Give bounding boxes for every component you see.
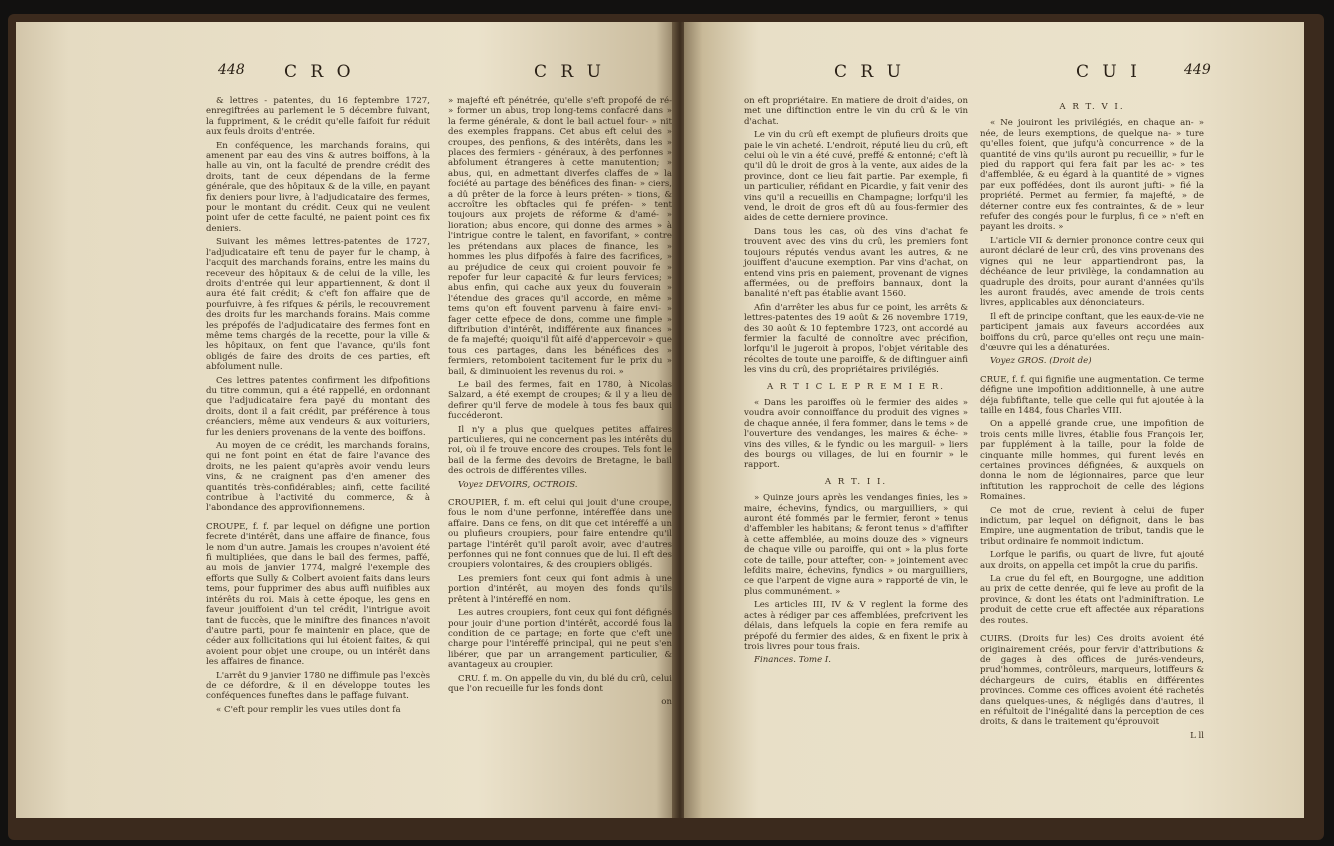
paragraph: L'arrêt du 9 janvier 1780 ne diffimule pas l'excès de ce défordre, & il en développe toutes les conféquences funeftes dans le paffage fuivant. [206, 670, 430, 702]
article-text: » Quinze jours après les vendanges finies, les » maire, échevins, fyndics, ou marguilliers, » qui auront été fommés par le fermier, feront » tenus d'affembler les habitans; & feront tenus » d'affifter à cette affemblée, au moins douze des » vigneurs de chaque ville ou paroiffe, qui ont » la plus forte cote de taille, pour attefter, con- » jointement avec lefdits maire, échevins, fyndics » ou marguilliers, ce que l'arpent de vigne aura » rapporté de vin, le plus communément. » [744, 493, 968, 597]
paragraph: & lettres - patentes, du 16 feptembre 1727, enregiftrées au parlement le 5 décembre fuivant, la fuppriment, & le crédit qu'elle faifoit fur réduit aux feuls droits d'entrée. [206, 96, 430, 138]
entry-croupier: CROUPIER, f. m. eft celui qui jouit d'une croupe, fous le nom d'une perfonne, intéreffée dans une affaire. Dans ce fens, on dit que cet intéreffé a un ou plufieurs croupiers, pour faire entendre qu'il partage l'intérêt qu'il paroît avoir, avec d'autres perfonnes qui ne font connues que de lui. Il eft des croupiers volontaires, & des croupiers obligés. [448, 498, 672, 571]
entry-cuirs: CUIRS. (Droits fur les) Ces droits avoient été originairement créés, pour fervir d'attributions & de gages à des offices de jurés-vendeurs, prud'hommes, contrôleurs, marqueurs, lotiffeurs & déchargeurs de cuirs, établis en différentes provinces. Comme ces offices avoient été rachetés dans quelques-unes, & négligés dans d'autres, il en réfultoit de l'inégalité dans la perception de ces droits, & dans le traitement qu'éprouvoit [980, 634, 1204, 728]
paragraph: L'article VII & dernier prononce contre ceux qui auront déclaré de leur crû, des vins provenans des vignes qui ne leur appartiendront pas, la déchéance de leur privilège, la condamnation au quadruple des droits, pour aurant d'années qu'ils les auront fraudés, avec amende de trois cents livres, applicables aux dénonciateurs. [980, 235, 1204, 309]
paragraph: Dans tous les cas, où des vins d'achat fe trouvent avec des vins du crû, les premiers font toujours réputés vendus avant les autres, & ne jouiffent d'aucune exemption. Par vins d'achat, on entend vins pris en paiement, provenant de vignes affermées, ou de preffoirs bannaux, dont la banalité n'eft pas établie avant 1560. [744, 226, 968, 300]
right-running-head-2: C U I [1076, 62, 1141, 82]
paragraph: Les autres croupiers, font ceux qui font défignés pour jouir d'une portion d'intérêt, accordé fous la condition de ce partage; en forte que c'eft une charge pour l'intéreffé principal, qui ne peut s'en libérer, que par un arrangement particulier, & avantageux au croupier. [448, 608, 672, 671]
paragraph: Les articles III, IV & V reglent la forme des actes à rédiger par ces affemblées, prefcrivent les délais, dans lefquels la copie en fera remife au prépofé du fermier des aides, & en fixent le prix à trois livres pour tous frais. [744, 600, 968, 652]
quotation: » majefté eft pénétrée, qu'elle s'eft propofé de ré- » former un abus, trop long-tems confacré dans » la ferme générale, & dont le bail actuel four- » nit des exemples frappans. Cet abus eft celui des » croupes, des penfions, & des intérêts, dans les » places des fermiers - généraux, à des perfonnes » abfolument étrangeres à cette manutention; » abus, qui, en admettant diverfes claffes de » la fociété au partage des bénéfices des finan- » ciers, a dû prêter de la force à leurs préten- » tions, & accroître les obftacles qui fe préfen- » tent toujours aux projets de réforme & d'amé- » lioration; abus encore, qui donne des armes » à l'intrigue contre le talent, en favorifant, » contre les prétendans aux places de finance, les » hommes les plus difpofés à faire des facrifices, » au préjudice de ceux qui croient pouvoir fe » repofer fur leur capacité & fur leurs fervices; » abus enfin, qui cache aux yeux du fouverain » l'étendue des graces qu'il accorde, en même » tems qu'on eft fouvent parvenu à faire envi- » fager cette efpece de dons, comme une fimple » diftribution d'intérêt, indifférente aux finances » de fa majefté; quoiqu'il fût aifé d'appercevoir » que tous ces partages, dans les bénéfices des » fermiers, retomboient tacitement fur le prix du » bail, & diminuoient les revenus du roi. » [448, 96, 672, 377]
left-running-head-1: C R O [284, 62, 355, 82]
catchword: on [661, 697, 672, 708]
see-also: Voyez DEVOIRS, OCTROIS. [458, 479, 578, 490]
paragraph: on eft propriétaire. En matiere de droit d'aides, on met une diftinction entre le vin du crû & le vin d'achat. [744, 96, 968, 127]
paragraph: Le bail des fermes, fait en 1780, à Nicolas Salzard, a été exempt de croupes; & il y a lieu de defirer qu'il ferve de modele à tous fes baux qui fuccéderont. [448, 379, 672, 422]
footer-signature: Finances. Tome I. [754, 655, 832, 666]
right-page-number: 449 [1184, 62, 1211, 78]
left-column-2 [448, 96, 672, 711]
paragraph: Lorfque le parifis, ou quart de livre, fut ajouté aux droits, on appella cet impôt la crue du parifis. [980, 550, 1204, 571]
entry-cru: CRU. f. m. On appelle du vin, du blé du crû, celui que l'on recueille fur les fonds dont [448, 673, 672, 694]
signature-mark: L ll [1190, 730, 1204, 741]
paragraph: Afin d'arrêter les abus fur ce point, les arrêts & lettres-patentes des 19 août & 26 novembre 1719, des 30 août & 10 feptembre 1723, ont accordé au fermier la faculté de connoître avec précifion, lorfqu'il le jugeroit à propos, l'objet véritable des récoltes de toute une paroiffe, & de diftinguer ainfi les vins du crû, des propriétaires privilégiés. [744, 302, 968, 376]
left-page [16, 22, 676, 818]
paragraph: Au moyen de ce crédit, les marchands forains, qui ne font point en état de faire l'avance des droits, ne les paient qu'après avoir vendu leurs vins, & ne craignent pas d'en amener des quantités très-confidérables; ainfi, cette facilité contribue à l'activité du commerce, & à l'abondance des approvifionnemens. [206, 441, 430, 514]
paragraph: Ce mot de crue, revient à celui de fuper indictum, par lequel on défignoit, dans le bas Empire, une augmentation de tribut, tandis que le tribut ordinaire fe nommoit indictum. [980, 505, 1204, 547]
article-title: A R T I C L E P R E M I E R. [766, 381, 946, 392]
right-running-head-1: C R U [834, 62, 905, 82]
paragraph: Les premiers font ceux qui font admis à une portion d'intérêt, au moyen des fonds qu'ils prêtent à l'intéreffé en nom. [448, 573, 672, 605]
see-also: Voyez GROS. (Droit de) [990, 356, 1092, 367]
paragraph: Il eft de principe conftant, que les eaux-de-vie ne participent jamais aux faveurs accordées aux boiffons du crû, parce qu'elles ont reçu une main-d'œuvre qui les a dénaturées. [980, 311, 1204, 353]
paragraph: En conféquence, les marchands forains, qui amenent par eau des vins & autres boiffons, à la halle au vin, ont la faculté de prendre crédit des droits, tant de ceux dépendans de la ferme générale, que des hôpitaux & de la ville, en payant fix deniers pour livre, à l'adjudicataire des fermes, pour le montant du crédit. Ceux qui ne veulent point ufer de cette faculté, ne paient point ces fix deniers. [206, 140, 430, 234]
article-title: A R T. V I. [1059, 102, 1125, 112]
article-text: « Dans les paroiffes où le fermier des aides » voudra avoir connoiffance du produit des vignes » de chaque année, il fera fommer, dans le tems » de l'ouverture des vendanges, les maires & éche- » vins des villes, & le fyndic ou les marguil- » liers des bourgs ou villages, de lui en fournir » le rapport. [744, 397, 968, 471]
right-column-1 [744, 96, 968, 669]
left-running-head-2: C R U [534, 62, 605, 82]
entry-crue: CRUE, f. f. qui fignifie une augmentation. Ce terme défigne une impofition additionnelle, à une autre déja fubfiftante, telle que celle qui fut ajoutée à la taille en 1484, fous Charles VIII. [980, 374, 1204, 416]
article-title: A R T. I I. [824, 476, 888, 487]
paragraph: Le vin du crû eft exempt de plufieurs droits que paie le vin acheté. L'endroit, réputé lieu du crû, eft celui où le vin a été cuvé, preffé & entonné; c'eft là qu'il dû le droit de gros à la vente, aux aides de la province, dont ce lieu fait partie. Par exemple, fi un particulier, réfidant en Picardie, y fait venir des vins qu'il a recueillis en Champagne; lorfqu'il les vend, le droit de gros eft dû au fous-fermier des aides de cette derniere province. [744, 130, 968, 224]
right-page [684, 22, 1304, 818]
paragraph: Il n'y a plus que quelques petites affaires particulieres, qui ne concernent pas les intérêts du roi, où il fe trouve encore des croupes. Tels font le bail de la ferme des devoirs de Bretagne, le bail des octrois de différentes villes. [448, 424, 672, 477]
paragraph: Ces lettres patentes confirment les difpofitions du titre commun, qui a été rappellé, en ordonnant que l'adjudicataire fera payé du montant des droits, dont il a fait crédit, par préférence à tous créanciers, même aux vendeurs & aux voituriers, fur les deniers provenans de la vente des boiffons. [206, 375, 430, 438]
entry-croupe: CROUPE, f. f. par lequel on défigne une portion fecrete d'intérêt, dans une affaire de finance, fous le nom d'un autre. Jamais les croupes n'avoient été fi multipliées, que dans le bail des fermes, paffé, au mois de janvier 1774, malgré l'exemple des efforts que Sully & Colbert avoient faits dans leurs tems, pour fupprimer des abus auffi nuifibles aux intérêts du roi. Mais à cette époque, les gens en faveur jouiffoient d'un tel crédit, l'intrigue avoit tant de fuccès, que le miniftre des finances n'avoit d'autre parti, pour fe maintenir en place, que de céder aux follicitations qui lui étoient faites, & qui avoient pour objet une croupe, ou un intérêt dans les affaires de finance. [206, 521, 430, 668]
article-text: « Ne jouiront les privilégiés, en chaque an- » née, de leurs exemptions, de quelque na- » ture qu'elles foient, que jufqu'à concurrence » de la quantité de vins qu'ils auront pu recueillir, » fur le pied du rapport qui fera fait par les ac- » tes d'affemblée, & eu égard à la quantité de » vignes par eux poffédées, dont ils auront jufti- » fié la propriété. Permet au fermier, fa majefté, » de déterner contre eux fes contraintes, & de » leur refufer des congés pour le furplus, fi ce » n'eft en payant les droits. » [980, 118, 1204, 233]
paragraph: On a appellé grande crue, une impofition de trois cents mille livres, établie fous François Ier, par fupplément à la taille, pour la folde de cinquante mille hommes, qui furent levés en certaines provinces défignées, & auxquels on donna le nom de légionnaires, parce que leur inftitution les rapprochoit de celle des légions Romaines. [980, 419, 1204, 503]
left-page-number: 448 [218, 62, 245, 78]
paragraph: La crue du fel eft, en Bourgogne, une addition au prix de cette denrée, qui fe leve au profit de la province, & dont les états ont l'adminiftration. Le produit de cette crue eft affectée aux réparations des routes. [980, 574, 1204, 626]
paragraph: « C'eft pour remplir les vues utiles dont fa [216, 704, 401, 715]
left-column-1 [206, 96, 430, 718]
paragraph: Suivant les mêmes lettres-patentes de 1727, l'adjudicataire eft tenu de payer fur le champ, à l'acquit des marchands forains, entre les mains du receveur des hôpitaux & de celui de la ville, les droits d'entrée qui leur appartiennent, & dont il aura été fait crédit; & c'eft fon affaire que de pourfuivre, à fes rifques & périls, le recouvrement des droits fur les marchands forains. Mais comme les prépofés de l'adjudicataire des fermes font en même tems chargés de la recette, pour la ville & les hôpitaux, on fent que l'avance, qu'ils font obligés de faire des droits de ces parties, eft abfolument nulle. [206, 237, 430, 373]
right-column-2 [980, 96, 1204, 744]
